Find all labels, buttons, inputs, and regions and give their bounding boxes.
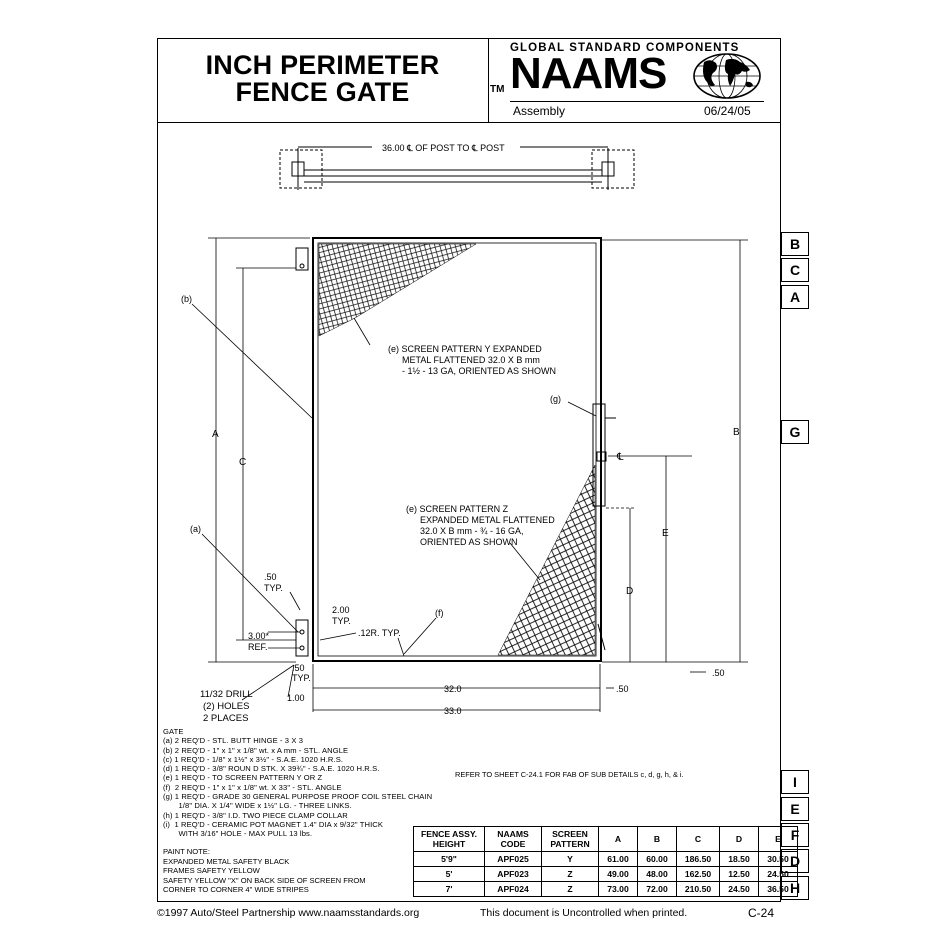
paint-line: EXPANDED METAL SAFETY BLACK [163, 856, 290, 866]
note-line: 1/8" DIA. X 1/4" WIDE x 1½" LG. - THREE LINKS. [163, 801, 352, 811]
drill-line-2: (2) HOLES [203, 701, 250, 712]
label-g: (g) [550, 394, 561, 404]
tab-b[interactable]: B [781, 232, 809, 256]
screen-z-line-4: ORIENTED AS SHOWN [420, 537, 518, 547]
cell: 162.50 [677, 867, 720, 882]
note-line: (e) 1 REQ'D - TO SCREEN PATTERN Y OR Z [163, 773, 323, 783]
note-line: WITH 3/16" HOLE - MAX PULL 13 lbs. [163, 829, 313, 839]
cell: 18.50 [720, 852, 759, 867]
screen-y-line-2: METAL FLATTENED 32.0 X B mm [402, 355, 540, 365]
cell: 73.00 [599, 882, 638, 897]
note-line: (h) 1 REQ'D - 3/8" I.D. TWO PIECE CLAMP COLLAR [163, 810, 348, 820]
cell: 61.00 [599, 852, 638, 867]
note-line: (i) 1 REQ'D - CERAMIC POT MAGNET 1.4" DIA x 9/32" THICK [163, 819, 384, 829]
dim-typ-a: TYP. [264, 583, 283, 593]
tab-i[interactable]: I [781, 770, 809, 794]
note-line: GATE [163, 727, 184, 736]
cell: 5'9" [414, 852, 485, 867]
reference-note: REFER TO SHEET C-24.1 FOR FAB OF SUB DETAILS c, d, g, h, & i. [455, 770, 684, 779]
cell: APF023 [485, 867, 542, 882]
cell: 210.50 [677, 882, 720, 897]
sheet-number: C-24 [748, 906, 775, 920]
note-line: (g) 1 REQ'D - GRADE 30 GENERAL PURPOSE PROOF COIL STEEL CHAIN [163, 792, 433, 802]
paint-line: PAINT NOTE: [163, 847, 210, 856]
col-header: NAAMS CODE [485, 827, 542, 852]
col-header: B [638, 827, 677, 852]
dim-typ-b: TYP. [332, 616, 351, 626]
cell: 49.00 [599, 867, 638, 882]
cell: 48.00 [638, 867, 677, 882]
note-line: (c) 1 REQ'D - 1/8" x 1½" x 3½" - S.A.E. 1020 H.R.S. [163, 754, 344, 764]
note-line: (a) 2 REQ'D - STL. BUTT HINGE - 3 X 3 [163, 736, 304, 746]
col-header: SCREEN PATTERN [542, 827, 599, 852]
table-row [414, 867, 798, 882]
table-header-row [414, 827, 798, 852]
tab-h[interactable]: H [781, 876, 809, 900]
dim-12r: .12R. TYP. [358, 628, 401, 638]
dim-050-a: .50 [264, 572, 277, 582]
label-b: (b) [181, 294, 192, 304]
table-row [414, 882, 798, 897]
cell: 60.00 [638, 852, 677, 867]
tab-e[interactable]: E [781, 797, 809, 821]
top-dimension: 36.00 ℄ OF POST TO ℄ POST [382, 143, 505, 153]
screen-pattern-y [319, 244, 476, 336]
drill-line-1: 11/32 DRILL [200, 689, 253, 700]
label-f: (f) [435, 608, 444, 618]
title-line-1: INCH PERIMETER [205, 50, 440, 80]
dim-330: 33.0 [444, 706, 462, 716]
dimension-table [413, 826, 798, 897]
dim-100: 1.00 [287, 693, 305, 703]
note-line: (d) 1 REQ'D - 3/8" ROUN D STK. X 39¾" - S.A.E. 1020 H.R.S. [163, 764, 380, 774]
dim-200: 2.00 [332, 605, 350, 615]
cell: 12.50 [720, 867, 759, 882]
cell: Z [542, 867, 599, 882]
cell: 36.50 [759, 882, 798, 897]
dim-050-b: .50 [292, 663, 305, 673]
dim-e: E [662, 528, 669, 539]
col-header: E [759, 827, 798, 852]
screen-z-line-1: (e) SCREEN PATTERN Z [406, 504, 509, 514]
screen-z-line-2: EXPANDED METAL FLATTENED [420, 515, 555, 525]
tab-g[interactable]: G [781, 420, 809, 444]
naams-logo-text: NAAMS [510, 49, 667, 98]
tab-d[interactable]: D [781, 849, 809, 873]
header-vertical-divider [488, 38, 489, 123]
plan-view [280, 147, 634, 190]
col-header: C [677, 827, 720, 852]
tab-c[interactable]: C [781, 258, 809, 282]
brand-tagline: GLOBAL STANDARD COMPONENTS [510, 42, 740, 54]
dim-ref: REF. [248, 642, 268, 652]
col-header: FENCE ASSY. HEIGHT [414, 827, 485, 852]
note-line: (f) 2 REQ'D - 1" x 1" x 1/8" wt. X 33" - STL. ANGLE [163, 782, 342, 792]
screen-pattern-z [498, 465, 595, 655]
paint-line: SAFETY YELLOW "X" ON BACK SIDE OF SCREEN FROM [163, 875, 366, 885]
title-line-2: FENCE GATE [235, 77, 410, 107]
brand-rule [510, 101, 764, 102]
paint-line: CORNER TO CORNER 4" WIDE STRIPES [163, 885, 309, 895]
note-line: (b) 2 REQ'D - 1" x 1" x 1/8" wt. x A mm - STL. ANGLE [163, 745, 349, 755]
col-header: D [720, 827, 759, 852]
label-a: (a) [190, 524, 201, 534]
cell: Y [542, 852, 599, 867]
centerline-mark: ℄ [617, 452, 624, 463]
screen-z-line-3: 32.0 X B mm - ¾ - 16 GA, [420, 526, 524, 536]
sheet-title [160, 52, 485, 106]
cell: 24.50 [720, 882, 759, 897]
dim-320: 32.0 [444, 684, 462, 694]
cell: 5' [414, 867, 485, 882]
cell: 72.00 [638, 882, 677, 897]
dim-050-right: .50 [616, 684, 629, 694]
footer-copyright: ©1997 Auto/Steel Partnership www.naamsstandards.org [157, 907, 420, 919]
paint-notes [163, 847, 366, 895]
dim-300: 3.00* [248, 631, 270, 641]
cell: 186.50 [677, 852, 720, 867]
cell: APF024 [485, 882, 542, 897]
dim-d: D [626, 586, 634, 597]
parts-notes [163, 727, 432, 839]
tab-a[interactable]: A [781, 285, 809, 309]
category-label: Assembly [513, 104, 566, 118]
cell: 24.50 [759, 867, 798, 882]
dim-b: B [733, 427, 740, 438]
dim-a: A [212, 429, 219, 440]
globe-icon [692, 52, 762, 100]
cell: 7' [414, 882, 485, 897]
gate-drawing [157, 123, 781, 723]
tab-f[interactable]: F [781, 823, 809, 847]
cell: 30.50 [759, 852, 798, 867]
trademark-mark: TM [490, 84, 505, 95]
dim-typ-c: TYP. [292, 673, 311, 683]
footer-uncontrolled: This document is Uncontrolled when printed. [480, 907, 688, 919]
cell: APF025 [485, 852, 542, 867]
paint-line: FRAMES SAFETY YELLOW [163, 866, 260, 876]
drill-line-3: 2 PLACES [203, 713, 249, 723]
dim-c: C [239, 457, 247, 468]
revision-date: 06/24/05 [704, 104, 751, 118]
screen-y-line-1: (e) SCREEN PATTERN Y EXPANDED [388, 344, 542, 354]
col-header: A [599, 827, 638, 852]
screen-y-line-3: - 1½ - 13 GA, ORIENTED AS SHOWN [402, 366, 557, 376]
table-row [414, 852, 798, 867]
cell: Z [542, 882, 599, 897]
dim-050-bottom: .50 [712, 668, 725, 678]
